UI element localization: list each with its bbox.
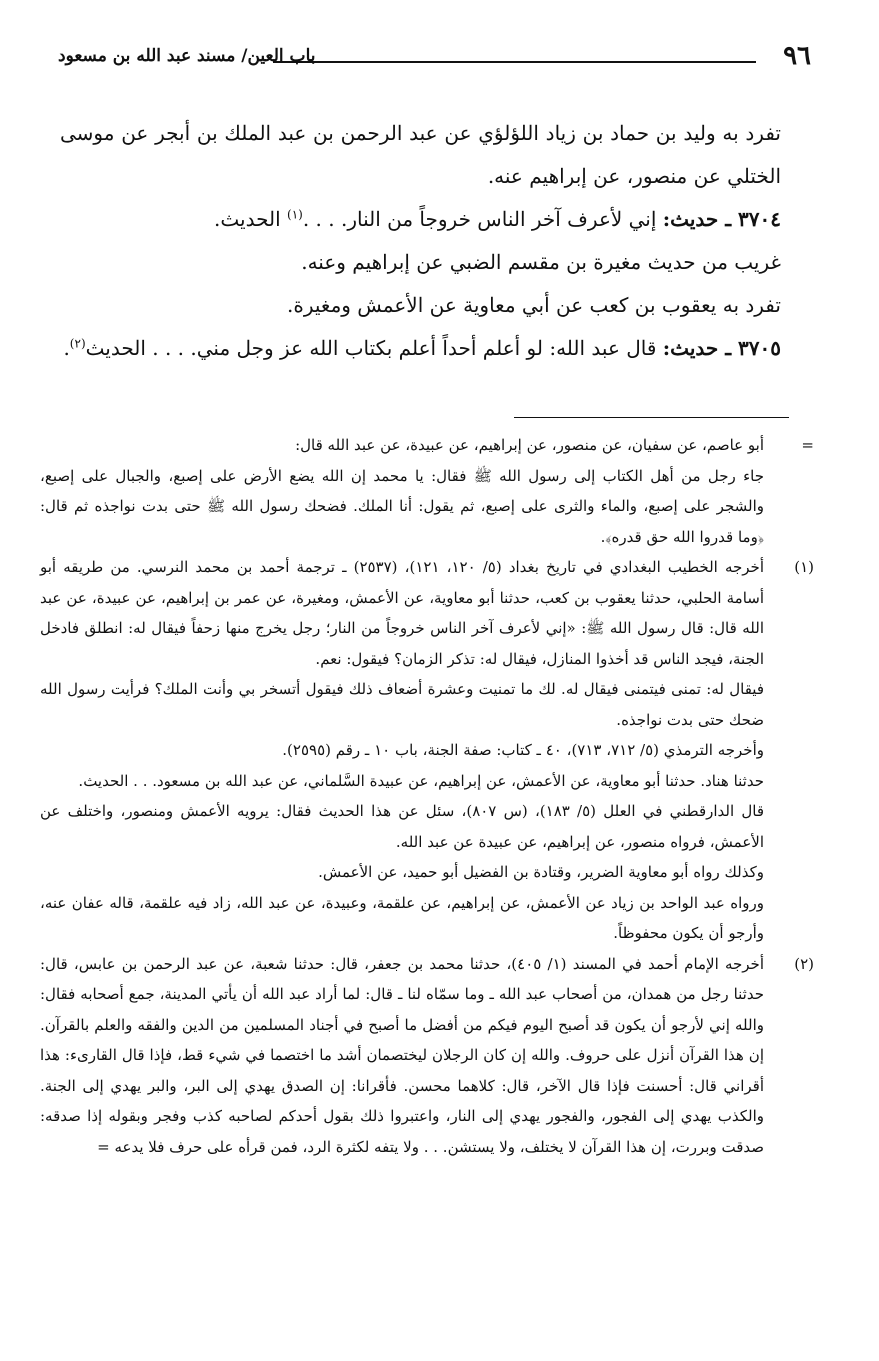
footnote-paragraph: حدثنا هناد. حدثنا أبو معاوية، عن الأعمش، عن إبراهيم، عن عبيدة السَّلماني، عن عبد الله بن مسعود. . . الحديث. xyxy=(78,771,764,790)
hadith-text-end: الحديث. xyxy=(214,207,288,231)
footnotes xyxy=(40,430,814,1162)
footnote-text: أخرجه الإمام أحمد في المسند (١/ ٤٠٥)، حدثنا محمد بن جعفر، قال: حدثنا شعبة، عن عبد الرحمن بن عابس، قال: حدثنا رجل من همدان، من أصحاب عبد الله ـ وما سمّاه لنا ـ قال: لما أراد عبد الله أن يأتي المدينة، جمع أصحابه فقال: والله إني لأرجو أن يكون قد أصبح اليوم فيكم من أفضل ما أصبح في أجناد المسلمين من الدين والفقه والعلم بالقرآن. إن هذا القرآن أنزل على حروف. والله إن كان الرجلان ليختصمان أشد ما اختصما في شيء قط، فإذا قال القارىء: هذا أقراني قال: أحسنت فإذا قال الآخر، قال: كلاهما محسن. فأقرانا: إن الصدق يهدي إلى البر، والبر يهدي إلى الجنة. والكذب يهدي إلى الفجور، والفجور يهدي إلى النار، واعتبروا ذلك بقول أحدكم لصاحبه كذب وفجر وبقوله إذا صدقه: صدقت وبررت، إن هذا القرآن لا يختلف، ولا يستشن. . . ولا يتفه لكثرة الرد، فمن قرأه على حرف فلا يدعه xyxy=(40,954,765,1156)
footnote-divider xyxy=(514,417,789,418)
main-text xyxy=(60,112,811,370)
footnote-marker: (١) xyxy=(794,558,814,576)
footnote-paragraph xyxy=(40,949,764,1163)
footnote-paragraph: أخرجه الخطيب البغدادي في تاريخ بغداد (٥/ ١٢٠، ١٢١)، (٢٥٣٧) ـ ترجمة أحمد بن محمد النرسي. من طريقه أبو أسامة الحلبي، حدثنا يعقوب بن كعب، حدثنا أبو معاوية، عن الأعمش، ومغيرة، عن عمر بن إبراهيم، عن عبيدة، عن عبد الله قال: قال رسول الله ﷺ: «إني لأعرف آخر الناس خروجاً من النار؛ رجل يخرج منها زحفاً فيقال له: انطلق فادخل الجنة، فيجد الناس قد أخذوا المنازل، فيقال له: تذكر الزمان؟ فيقول: نعم. xyxy=(40,558,764,668)
continuation-marker: = xyxy=(801,436,814,454)
footnote-paragraph: أبو عاصم، عن سفيان، عن منصور، عن إبراهيم، عن عبيدة، عن عبد الله قال: xyxy=(295,436,764,454)
footnote-2 xyxy=(40,949,814,1163)
footnote-paragraph: جاء رجل من أهل الكتاب إلى رسول الله ﷺ فقال: يا محمد إن الله يضع الأرض على إصبع، والجبال على إصبع، والشجر على إصبع، والماء والثرى على إصبع، ثم يقول: أنا الملك. فضحك رسول الله ﷺ حتى بدت نواجذه ثم قال: ﴿وما قدروا الله حق قدره﴾. xyxy=(40,466,764,546)
hadith-entry-3704 xyxy=(60,198,811,241)
footnote-paragraph: قال الدارقطني في العلل (٥/ ١٨٣)، (س ٨٠٧)، سئل عن هذا الحديث فقال: يرويه الأعمش ومنصور، واختلف عن الأعمش، فرواه منصور، عن إبراهيم، عن عبيدة عن عبد الله. xyxy=(40,802,765,851)
hadith-number: ٣٧٠٥ ـ حديث: xyxy=(662,336,781,360)
paragraph: تفرد به يعقوب بن كعب عن أبي معاوية عن الأعمش ومغيرة. xyxy=(287,293,781,317)
footnote-paragraph: وأخرجه الترمذي (٥/ ٧١٢، ٧١٣)، ٤٠ ـ كتاب: صفة الجنة، باب ١٠ ـ رقم (٢٥٩٥). xyxy=(282,741,764,759)
running-title: باب العين/ مسند عبد الله بن مسعود xyxy=(58,46,316,66)
footnote-continuation xyxy=(40,430,814,552)
page-header xyxy=(58,40,811,74)
hadith-number: ٣٧٠٤ ـ حديث: xyxy=(662,207,781,231)
header-rule xyxy=(273,61,756,63)
hadith-text: إني لأعرف آخر الناس خروجاً من النار. . . . xyxy=(302,207,663,231)
hadith-text: قال عبد الله: لو أعلم أحداً أعلم بكتاب الله عز وجل مني. . . . الحديث xyxy=(85,336,663,360)
footnote-1 xyxy=(40,552,814,949)
footnote-paragraph: ورواه عبد الواحد بن زياد عن الأعمش، عن إبراهيم، عن علقمة، وعبيدة، عن عبد الله، زاد فيه علقمة، قاله عفان عنه، وأرجو أن يكون محفوظاً. xyxy=(40,893,764,942)
paragraph: غريب من حديث مغيرة بن مقسم الضبي عن إبراهيم وعنه. xyxy=(301,250,781,274)
footnote-paragraph: فيقال له: تمنى فيتمنى فيقال له. لك ما تمنيت وعشرة أضعاف ذلك فيقول أتسخر بي وأنت الملك؟ فرأيت رسول الله ضحك حتى بدت نواجذه. xyxy=(40,680,764,729)
hadith-text-end: . xyxy=(63,336,70,360)
footnote-paragraph: وكذلك رواه أبو معاوية الضرير، وقتادة بن الفضيل أبو حميد، عن الأعمش. xyxy=(318,863,764,881)
footnote-ref: (١) xyxy=(287,207,303,222)
footnote-ref: (٢) xyxy=(69,336,86,351)
continuation-marker-end: = xyxy=(97,1137,110,1156)
footnote-marker: (٢) xyxy=(794,954,814,973)
hadith-entry-3705 xyxy=(60,327,811,370)
page-number: ٩٦ xyxy=(783,41,811,71)
paragraph: تفرد به وليد بن حماد بن زياد اللؤلؤي عن عبد الرحمن بن عبد الملك بن أبجر عن موسى الختلي عن منصور، عن إبراهيم عنه. xyxy=(60,121,781,188)
